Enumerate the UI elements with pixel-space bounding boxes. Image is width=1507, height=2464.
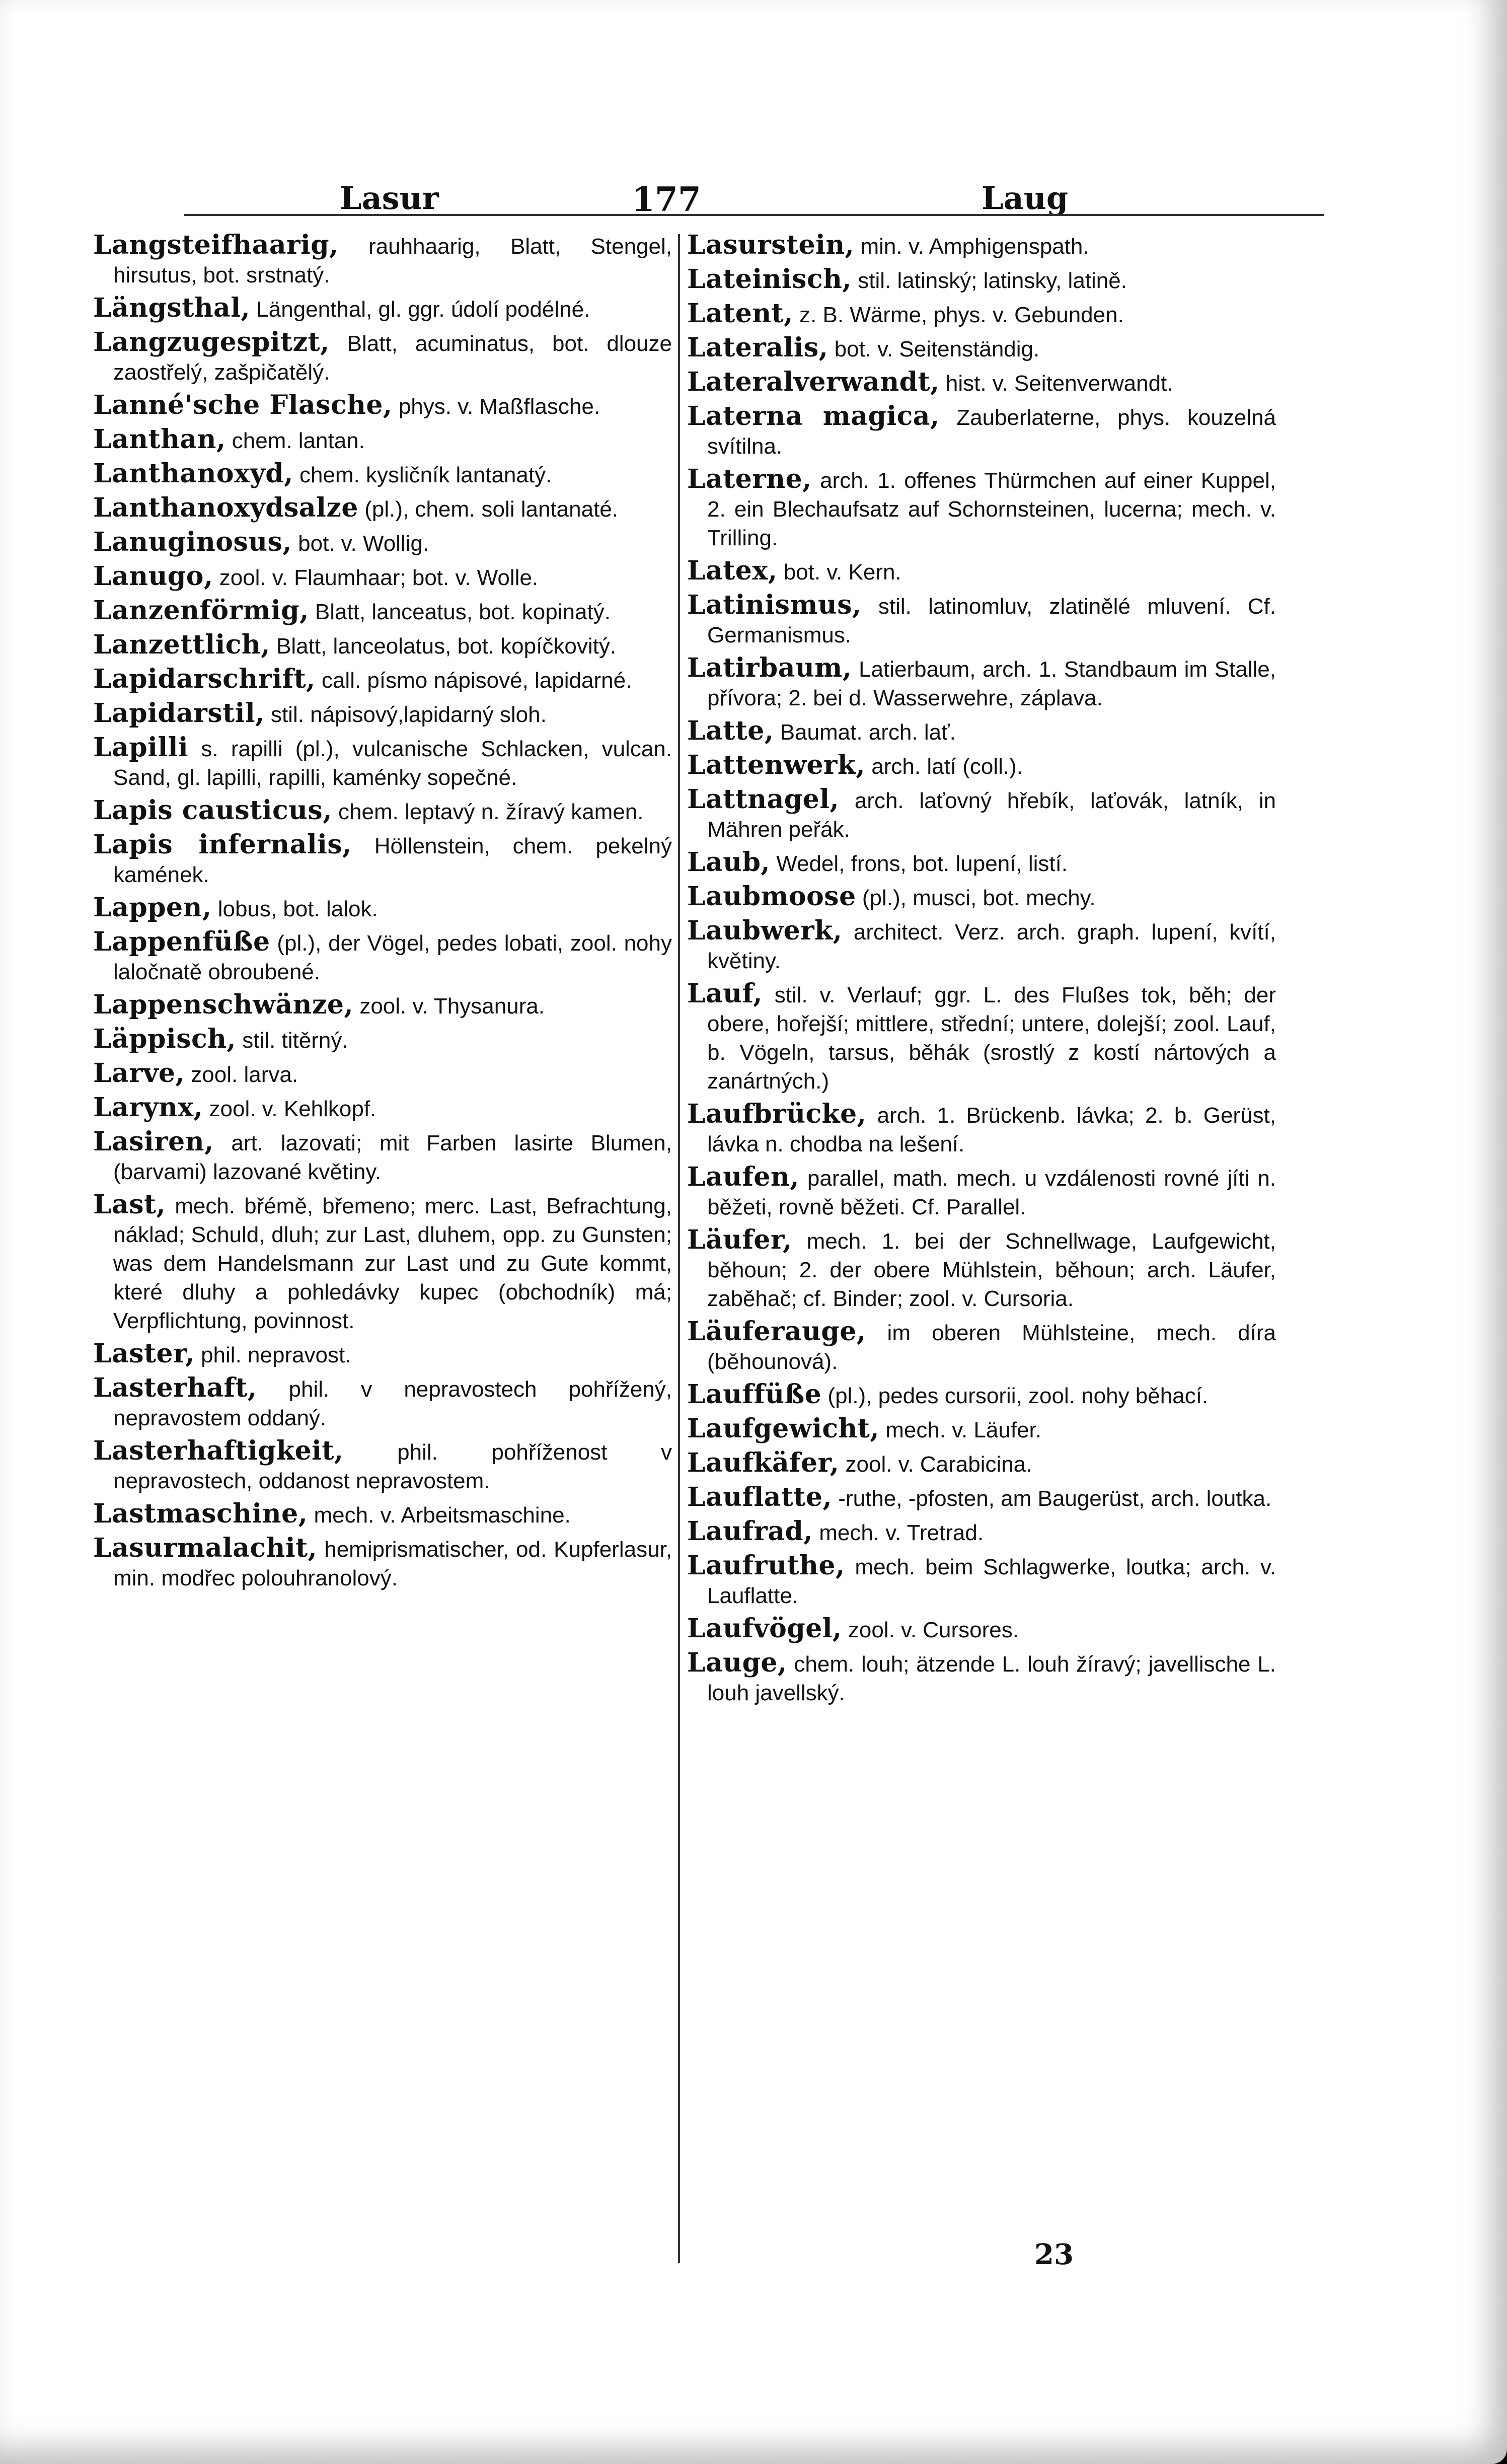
dictionary-entry — [93, 1499, 672, 1530]
entry-headword: Lanné'sche Flasche, — [93, 390, 393, 420]
entry-headword: Lapidarstil, — [93, 698, 265, 729]
entry-headword: Lattnagel, — [687, 784, 840, 815]
entry-headword: Laubmoose — [687, 881, 856, 912]
entry-headword: Langsteifhaarig, — [93, 230, 339, 260]
entry-definition: lobus, bot. lalok. — [211, 897, 378, 921]
entry-definition: chem. louh; ätzende L. louh žíravý; javellische L. louh javellský. — [707, 1652, 1276, 1705]
entry-definition: zool. v. Flaumhaar; bot. v. Wolle. — [213, 565, 539, 590]
entry-headword: Latirbaum, — [687, 653, 852, 683]
dictionary-entry — [93, 1534, 672, 1592]
dictionary-entry — [93, 630, 672, 661]
running-head-left: Lasur — [340, 180, 439, 216]
entry-definition: chem. leptavý n. žíravý kamen. — [332, 800, 644, 824]
entry-definition: z. B. Wärme, phys. v. Gebunden. — [793, 303, 1124, 327]
dictionary-entry — [93, 733, 672, 792]
entry-headword: Latent, — [687, 298, 793, 329]
entry-headword: Laterne, — [687, 464, 812, 494]
entry-definition: zool. v. Kehlkopf. — [203, 1097, 376, 1121]
dictionary-entry — [93, 528, 672, 558]
entry-headword: Lapis causticus, — [93, 795, 332, 826]
dictionary-entry — [93, 1373, 672, 1432]
entry-definition: Blatt, lanceatus, bot. kopinatý. — [309, 600, 611, 624]
entry-definition: s. rapilli (pl.), vulcanische Schlacken, vulcan. Sand, gl. lapilli, rapilli, kaménky sopečné. — [113, 737, 672, 790]
running-head-right: Laug — [982, 180, 1069, 216]
entry-definition: stil. v. Verlauf; ggr. L. des Flußes tok, běh; der obere, hořejší; mittlere, střední; untere, dolejší; zool. Lauf, b. Vögeln, tarsus, běhák (srostlý z kostí nártových a zanártných.) — [707, 983, 1276, 1094]
entry-headword: Laufbrücke, — [687, 1099, 867, 1129]
dictionary-entry — [93, 294, 672, 324]
entry-definition: arch. 1. Brückenb. lávka; 2. b. Gerüst, lávka n. chodba na lešení. — [707, 1103, 1276, 1156]
dictionary-entry — [93, 328, 672, 387]
dictionary-entry — [93, 893, 672, 923]
entry-headword: Lanthan, — [93, 424, 226, 455]
entry-headword: Laufrad, — [687, 1516, 813, 1547]
entry-headword: Langzugespitzt, — [93, 327, 330, 357]
entry-definition: stil. latinský; latinsky, latině. — [852, 268, 1127, 293]
entry-headword: Lanthanoxydsalze — [93, 492, 358, 523]
header-rule — [184, 214, 1324, 216]
dictionary-entry — [687, 1414, 1276, 1444]
entry-headword: Laufruthe, — [687, 1550, 845, 1581]
dictionary-entry — [93, 796, 672, 826]
entry-definition: mech. břémě, břemeno; merc. Last, Befrachtung, náklad; Schuld, dluh; zur Last, dluhem, opp. zu Gunsten; was dem Handelsmann zur Last und zu Gute kommt, které dluhy a pohledávky kupec (obchodník) má; Verpflichtung, povinnost. — [113, 1194, 672, 1333]
entry-headword: Lasiren, — [93, 1126, 214, 1157]
entry-headword: Längsthal, — [93, 293, 251, 323]
dictionary-entry — [687, 882, 1276, 912]
dictionary-entry — [93, 1059, 672, 1089]
entry-definition: architect. Verz. arch. graph. lupení, kvítí, květiny. — [707, 920, 1276, 973]
entry-definition: Baumat. arch. lať. — [774, 720, 956, 745]
dictionary-entry — [93, 1127, 672, 1186]
entry-definition: -ruthe, -pfosten, am Baugerüst, arch. loutka. — [832, 1486, 1272, 1511]
dictionary-entry — [687, 1100, 1276, 1158]
entry-definition: rauhhaarig, Blatt, Stengel, hirsutus, bot. srstnatý. — [113, 234, 672, 287]
entry-definition: Blatt, acuminatus, bot. dlouze zaostřelý, zašpičatělý. — [113, 331, 672, 385]
dictionary-entry — [687, 751, 1276, 781]
entry-headword: Larve, — [93, 1058, 185, 1089]
entry-definition: (pl.), der Vögel, pedes lobati, zool. nohy laločnatě obroubené. — [113, 931, 672, 984]
entry-headword: Laubwerk, — [687, 915, 843, 946]
entry-headword: Lappenschwänze, — [93, 989, 354, 1020]
entry-definition: hist. v. Seitenverwandt. — [939, 371, 1173, 396]
dictionary-entry — [687, 979, 1276, 1096]
entry-definition: Blatt, lanceolatus, bot. kopíčkovitý. — [270, 634, 617, 659]
dictionary-entry — [687, 231, 1276, 261]
entry-definition: chem. kysličník lantanatý. — [293, 463, 552, 487]
entry-headword: Latte, — [687, 715, 774, 746]
entry-headword: Lauf, — [687, 978, 763, 1009]
entry-definition: Wedel, frons, bot. lupení, listí. — [770, 851, 1068, 876]
entry-definition: (pl.), pedes cursorii, zool. nohy běhací. — [821, 1384, 1209, 1408]
entry-definition: phys. v. Maßflasche. — [392, 394, 600, 419]
dictionary-entry — [93, 927, 672, 986]
entry-headword: Lasurmalachit, — [93, 1533, 318, 1563]
entry-headword: Laufvögel, — [687, 1613, 842, 1644]
entry-headword: Läufer, — [687, 1224, 792, 1255]
entry-headword: Läuferauge, — [687, 1316, 866, 1347]
entry-definition: arch. 1. offenes Thürmchen auf einer Kuppel, 2. ein Blechaufsatz auf Schornsteinen, lucerna; mech. v. Trilling. — [707, 468, 1276, 550]
dictionary-entry — [687, 654, 1276, 712]
entry-headword: Läppisch, — [93, 1024, 237, 1054]
dictionary-entry — [93, 425, 672, 455]
dictionary-entry — [687, 1448, 1276, 1479]
entry-definition: zool. v. Thysanura. — [353, 994, 545, 1019]
dictionary-entry — [687, 402, 1276, 461]
entry-headword: Lappenfüße — [93, 926, 270, 957]
entry-definition: bot. v. Kern. — [777, 560, 901, 585]
dictionary-entry — [687, 1163, 1276, 1221]
entry-definition: (pl.), chem. soli lantanaté. — [358, 497, 618, 522]
signature-mark: 23 — [1034, 2238, 1074, 2271]
left-column — [93, 231, 672, 1597]
entry-definition: Latierbaum, arch. 1. Standbaum im Stalle, přívora; 2. bei d. Wasserwehre, záplava. — [707, 657, 1276, 710]
entry-headword: Lanuginosus, — [93, 527, 292, 557]
entry-headword: Lasterhaft, — [93, 1372, 257, 1403]
entry-headword: Laufgewicht, — [687, 1413, 879, 1444]
dictionary-entry — [687, 785, 1276, 844]
entry-headword: Lattenwerk, — [687, 750, 866, 780]
entry-definition: Höllenstein, chem. pekelný kamének. — [113, 834, 672, 887]
dictionary-entry — [687, 591, 1276, 649]
dictionary-entry — [687, 1483, 1276, 1513]
entry-headword: Lateralverwandt, — [687, 367, 940, 397]
entry-definition: mech. beim Schlagwerke, loutka; arch. v. Lauflatte. — [707, 1555, 1276, 1608]
dictionary-entry — [93, 231, 672, 289]
entry-definition: bot. v. Seitenständig. — [828, 337, 1040, 361]
dictionary-entry — [687, 1551, 1276, 1610]
entry-headword: Laub, — [687, 847, 771, 878]
entry-headword: Larynx, — [93, 1092, 203, 1123]
dictionary-entry — [687, 556, 1276, 587]
entry-headword: Lasterhaftigkeit, — [93, 1435, 344, 1466]
entry-headword: Lapis infernalis, — [93, 829, 352, 860]
entry-definition: bot. v. Wollig. — [291, 531, 429, 556]
dictionary-entry — [687, 265, 1276, 295]
dictionary-entry — [687, 1380, 1276, 1410]
entry-headword: Laufkäfer, — [687, 1447, 840, 1478]
dictionary-entry — [93, 1093, 672, 1123]
dictionary-entry — [687, 465, 1276, 552]
dictionary-entry — [687, 716, 1276, 747]
dictionary-entry — [93, 562, 672, 592]
dictionary-entry — [93, 493, 672, 524]
entry-headword: Lauffüße — [687, 1379, 822, 1410]
page-number: 177 — [632, 180, 701, 219]
entry-definition: min. v. Amphigenspath. — [854, 234, 1089, 259]
entry-headword: Latinismus, — [687, 590, 862, 620]
entry-headword: Lateinisch, — [687, 264, 852, 295]
entry-definition: mech. v. Tretrad. — [812, 1520, 984, 1545]
dictionary-entry — [93, 1436, 672, 1495]
entry-headword: Lauge, — [687, 1647, 787, 1678]
entry-headword: Latex, — [687, 555, 778, 586]
dictionary-entry — [687, 1648, 1276, 1707]
column-divider — [678, 234, 680, 2263]
dictionary-entry — [93, 699, 672, 729]
entry-definition: stil. titěrný. — [236, 1028, 348, 1053]
entry-headword: Laster, — [93, 1338, 195, 1369]
dictionary-entry — [93, 665, 672, 695]
dictionary-entry — [93, 1025, 672, 1055]
entry-definition: mech. v. Läufer. — [879, 1418, 1041, 1442]
dictionary-entry — [687, 333, 1276, 364]
entry-headword: Lanthanoxyd, — [93, 458, 293, 489]
entry-headword: Lauflatte, — [687, 1482, 833, 1512]
entry-definition: chem. lantan. — [225, 428, 365, 453]
dictionary-entry — [687, 368, 1276, 398]
entry-headword: Lanzenförmig, — [93, 595, 309, 626]
entry-definition: stil. latinomluv, zlatinělé mluvení. Cf. Germanismus. — [707, 594, 1276, 647]
entry-headword: Lastmaschine, — [93, 1498, 308, 1529]
dictionary-entry — [93, 1339, 672, 1369]
entry-definition: (pl.), musci, bot. mechy. — [856, 886, 1096, 910]
entry-headword: Lappen, — [93, 892, 212, 923]
entry-headword: Lasurstein, — [687, 230, 855, 260]
entry-headword: Last, — [93, 1189, 166, 1220]
entry-definition: zool. v. Cursores. — [842, 1618, 1019, 1642]
dictionary-entry — [687, 1225, 1276, 1313]
entry-headword: Lanzettlich, — [93, 629, 270, 660]
entry-definition: mech. v. Arbeitsmaschine. — [308, 1503, 571, 1528]
dictionary-entry — [93, 830, 672, 889]
right-column — [687, 231, 1276, 1711]
entry-headword: Lateralis, — [687, 332, 828, 363]
entry-definition: phil. pohříženost v nepravostech, oddanost nepravostem. — [113, 1440, 672, 1493]
dictionary-entry — [93, 990, 672, 1021]
dictionary-entry — [687, 848, 1276, 878]
dictionary-entry — [687, 1517, 1276, 1547]
entry-definition: Längenthal, gl. ggr. údolí podélné. — [250, 297, 590, 322]
dictionary-entry — [93, 459, 672, 489]
entry-headword: Laufen, — [687, 1162, 799, 1192]
entry-definition: mech. 1. bei der Schnellwage, Laufgewicht, běhoun; 2. der obere Mühlstein, běhoun; arch. Läufer, zaběhač; cf. Binder; zool. v. Cursoria. — [707, 1229, 1276, 1311]
dictionary-entry — [687, 916, 1276, 975]
entry-headword: Lapidarschrift, — [93, 664, 316, 694]
entry-definition: hemiprismatischer, od. Kupferlasur, min. modřec polouhranolový. — [113, 1537, 672, 1590]
entry-definition: call. písmo nápisové, lapidarné. — [315, 668, 632, 693]
entry-definition: im oberen Mühlsteine, mech. díra (běhounová). — [707, 1321, 1276, 1374]
entry-definition: stil. nápisový,lapidarný sloh. — [264, 702, 547, 727]
dictionary-entry — [687, 299, 1276, 329]
entry-definition: parallel, math. mech. u vzdálenosti rovné jíti n. běžeti, rovně běžeti. Cf. Parallel. — [707, 1166, 1276, 1219]
dictionary-entry — [93, 1190, 672, 1335]
entry-definition: arch. latí (coll.). — [865, 754, 1023, 779]
entry-definition: zool. v. Carabicina. — [839, 1452, 1032, 1477]
entry-headword: Lapilli — [93, 732, 189, 763]
entry-definition: phil. nepravost. — [194, 1343, 351, 1367]
entry-headword: Lanugo, — [93, 561, 213, 592]
dictionary-entry — [93, 391, 672, 421]
entry-headword: Laterna magica, — [687, 401, 940, 431]
entry-definition: phil. v nepravostech pohřížený, nepravostem oddaný. — [113, 1377, 672, 1430]
dictionary-entry — [687, 1317, 1276, 1376]
dictionary-entry — [687, 1614, 1276, 1644]
entry-definition: art. lazovati; mit Farben lasirte Blumen, (barvami) lazované květiny. — [113, 1131, 672, 1184]
entry-definition: zool. larva. — [185, 1062, 298, 1087]
dictionary-entry — [93, 596, 672, 626]
entry-definition: Zauberlaterne, phys. kouzelná svítilna. — [707, 405, 1276, 459]
entry-definition: arch. laťovný hřebík, laťovák, latník, in Mähren peřák. — [707, 788, 1276, 842]
